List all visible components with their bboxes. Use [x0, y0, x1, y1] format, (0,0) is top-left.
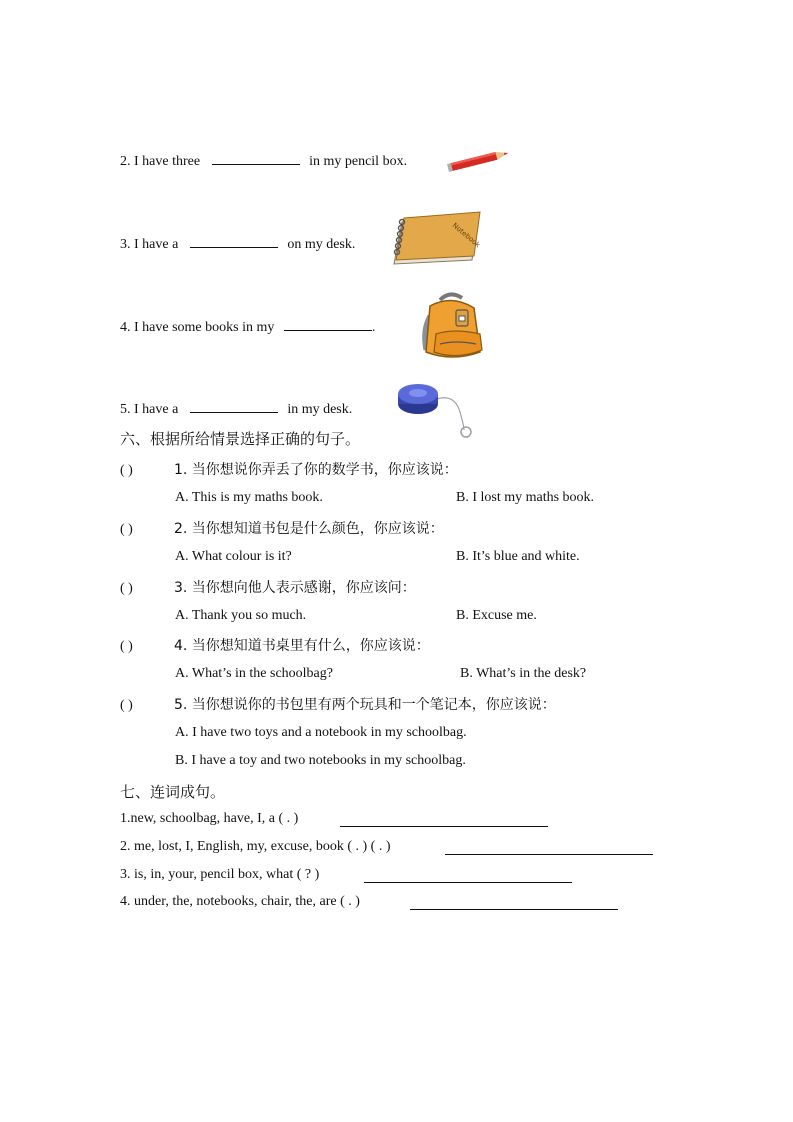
- choice-prompt-2: 2. 当你想知道书包是什么颜色，你应该说：: [174, 521, 444, 537]
- schoolbag-icon: [416, 290, 488, 362]
- choice-prompt-4: 4. 当你想知道书桌里有什么，你应该说：: [174, 638, 430, 654]
- choice-prompt-5: 5. 当你想说你的书包里有两个玩具和一个笔记本，你应该说：: [174, 697, 556, 713]
- question-2: [120, 152, 407, 170]
- sentence-words-1: 1.new, schoolbag, have, I, a ( . ): [120, 811, 299, 826]
- choice-item-3: [120, 577, 416, 597]
- choice-item-2: [120, 518, 444, 538]
- sentence-item-4: [120, 894, 360, 910]
- question-4-tail: .: [371, 320, 376, 335]
- answer-paren-5[interactable]: ( ): [120, 698, 133, 713]
- section-7-title: 七、连词成句。: [120, 783, 226, 801]
- question-4-text: 4. I have some books in my: [120, 320, 275, 335]
- pencil-icon: [445, 148, 515, 172]
- question-5-tail: in my desk.: [287, 402, 353, 417]
- option-4a: A. What’s in the schoolbag?: [175, 666, 333, 681]
- option-5b: B. I have a toy and two notebooks in my schoolbag.: [175, 753, 466, 768]
- option-1a: A. This is my maths book.: [175, 490, 323, 505]
- question-2-tail: in my pencil box.: [309, 154, 408, 169]
- sentence-item-3: [120, 867, 319, 883]
- option-3b: B. Excuse me.: [456, 608, 537, 623]
- yoyo-icon: [396, 378, 478, 442]
- sentence-words-3: 3. is, in, your, pencil box, what ( ? ): [120, 867, 320, 882]
- answer-paren-4[interactable]: ( ): [120, 639, 133, 654]
- option-2a: A. What colour is it?: [175, 549, 292, 564]
- answer-paren-2[interactable]: ( ): [120, 522, 133, 537]
- sentence-blank-1[interactable]: [340, 814, 548, 827]
- question-3-tail: on my desk.: [287, 237, 356, 252]
- answer-paren-1[interactable]: ( ): [120, 463, 133, 478]
- choice-prompt-1: 1. 当你想说你弄丢了你的数学书，你应该说：: [174, 462, 458, 478]
- question-5: [120, 400, 352, 418]
- answer-blank-2[interactable]: [212, 152, 300, 165]
- option-3a: A. Thank you so much.: [175, 608, 307, 623]
- answer-blank-3[interactable]: [190, 235, 278, 248]
- option-2b: B. It’s blue and white.: [456, 549, 580, 564]
- answer-paren-3[interactable]: ( ): [120, 581, 133, 596]
- question-4: [120, 318, 375, 336]
- sentence-words-2: 2. me, lost, I, English, my, excuse, book ( . ) ( . ): [120, 839, 391, 854]
- sentence-item-1: [120, 811, 298, 827]
- choice-item-5: [120, 694, 556, 714]
- choice-item-1: [120, 459, 458, 479]
- choice-item-4: [120, 635, 430, 655]
- sentence-item-2: [120, 839, 391, 855]
- choice-prompt-3: 3. 当你想向他人表示感谢，你应该问：: [174, 580, 416, 596]
- question-3: [120, 235, 355, 253]
- option-4b: B. What’s in the desk?: [460, 666, 587, 681]
- answer-blank-5[interactable]: [190, 400, 278, 413]
- sentence-words-4: 4. under, the, notebooks, chair, the, are ( . ): [120, 894, 360, 909]
- option-5a: A. I have two toys and a notebook in my schoolbag.: [175, 725, 467, 740]
- sentence-blank-2[interactable]: [445, 842, 653, 855]
- notebook-cover-label: Notebook: [450, 221, 482, 250]
- question-2-text: 2. I have three: [120, 154, 201, 169]
- sentence-blank-4[interactable]: [410, 897, 618, 910]
- question-3-text: 3. I have a: [120, 237, 179, 252]
- question-5-text: 5. I have a: [120, 402, 179, 417]
- answer-blank-4[interactable]: [284, 318, 372, 331]
- sentence-blank-3[interactable]: [364, 870, 572, 883]
- section-6-title: 六、根据所给情景选择正确的句子。: [120, 430, 361, 448]
- option-1b: B. I lost my maths book.: [456, 490, 595, 505]
- notebook-icon: [390, 206, 486, 270]
